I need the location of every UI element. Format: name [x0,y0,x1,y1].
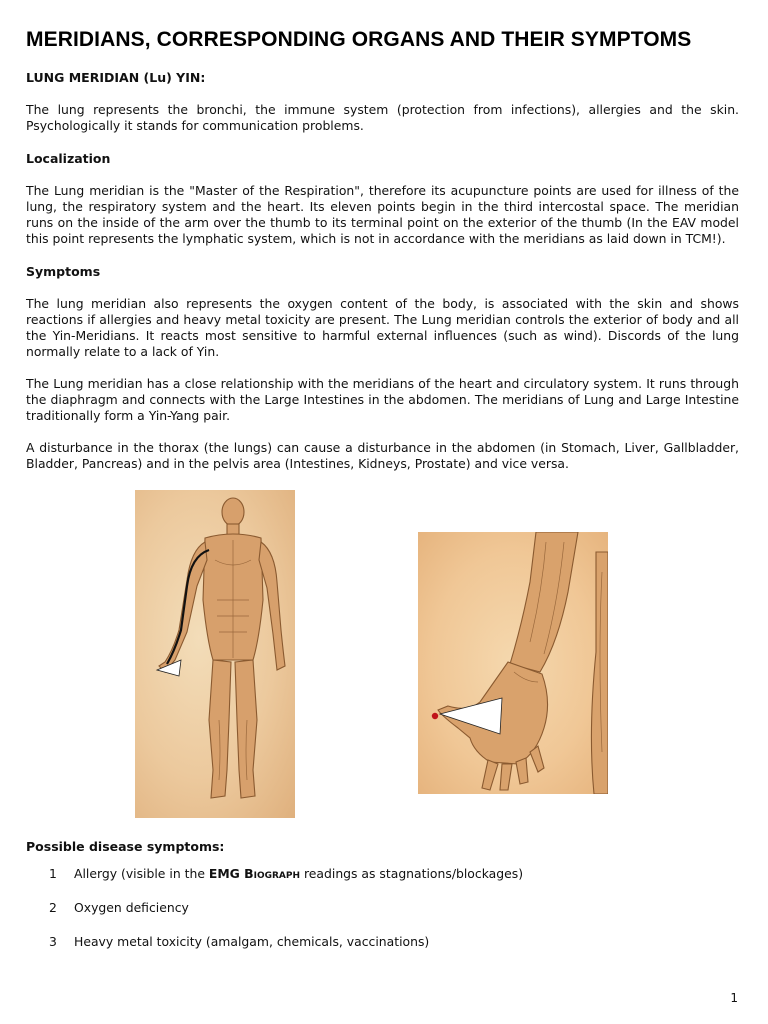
list-item [26,866,739,882]
localization-paragraph: The Lung meridian is the "Master of the Respiration", therefore its acupuncture points are used for illness of the lung, the respiratory system and the heart. Its eleven points begin in the third intercostal space. The meridian runs on the inside of the arm over the thumb to its terminal point on the exterior of the thumb (In the EAV model this point represents the lymphatic system, which is not in accordance with the meridians as laid down in TCM!). [26,183,739,246]
section-heading-lung: LUNG MERIDIAN (Lu) YIN: [26,70,206,85]
list-item [26,934,739,950]
list-item-number: 3 [49,934,57,949]
list-item-text-post: readings as stagnations/blockages) [300,866,524,881]
brand-emg: EMG [208,866,245,881]
document-page [26,28,739,968]
localization-heading: Localization [26,151,111,166]
body-figure-illustration [135,490,295,818]
page-number: 1 [730,991,738,1005]
symptoms-paragraph-3: A disturbance in the thorax (the lungs) can cause a disturbance in the abdomen (in Stomach, Liver, Gallbladder, Bladder, Pancreas) and in the pelvis area (Intestines, Kidneys, Prostate) and vice versa. [26,440,739,471]
list-item-text: Heavy metal toxicity (amalgam, chemicals, vaccinations) [74,934,430,949]
list-item-number: 1 [49,866,57,881]
illustrations [26,490,739,835]
list-item [26,900,739,916]
brand-biograph: Biograph [244,866,301,881]
disease-list [26,866,739,950]
page-title: MERIDIANS, CORRESPONDING ORGANS AND THEIR SYMPTOMS [26,28,692,51]
hand-closeup-svg [418,532,608,794]
list-item-number: 2 [49,900,57,915]
disease-symptoms-heading: Possible disease symptoms: [26,839,225,854]
body-figure-svg [135,490,295,818]
intro-paragraph: The lung represents the bronchi, the immune system (protection from infections), allergies and the skin. Psychologically it stands for communication problems. [26,102,739,133]
symptoms-heading: Symptoms [26,264,101,279]
list-item-text-pre: Allergy (visible in the [74,866,209,881]
symptoms-paragraph-2: The Lung meridian has a close relationship with the meridians of the heart and circulatory system. It runs through the diaphragm and connects with the Large Intestines in the abdomen. The meridians of Lung and Large Intestine traditionally form a Yin-Yang pair. [26,376,739,423]
list-item-text: Oxygen deficiency [74,900,189,915]
hand-closeup-illustration [418,532,608,794]
list-item-text [74,866,523,882]
symptoms-paragraph-1: The lung meridian also represents the oxygen content of the body, is associated with the skin and shows reactions if allergies and heavy metal toxicity are present. The Lung meridian controls the exterior of body and all the Yin-Meridians. It reacts most sensitive to harmful external influences (such as wind). Discords of the lung normally relate to a lack of Yin. [26,296,739,359]
